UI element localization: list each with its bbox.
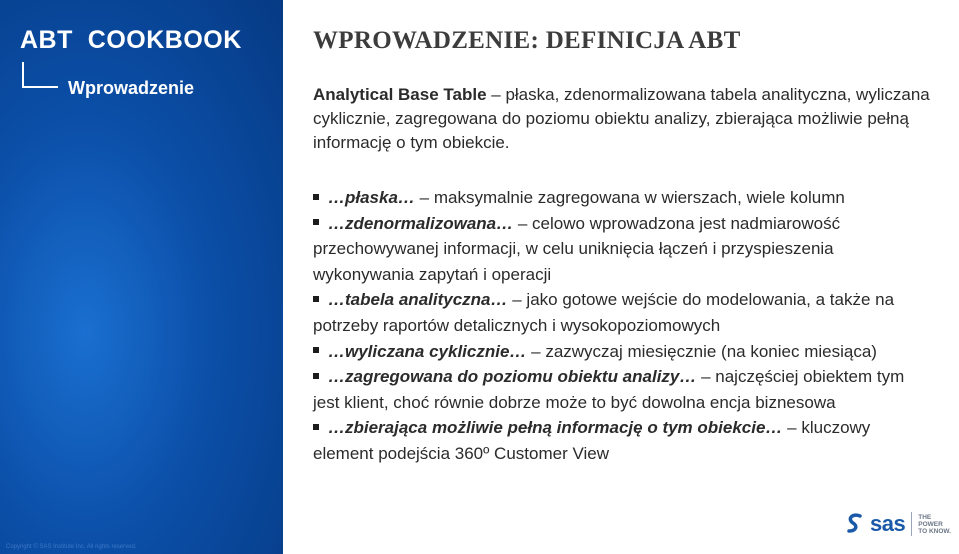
list-item [313, 287, 933, 338]
square-bullet-icon [313, 424, 319, 430]
tagline-line: POWER [918, 520, 943, 528]
intro-paragraph [313, 83, 933, 155]
logo-tagline [918, 514, 951, 535]
intro-term: Analytical Base Table [313, 85, 487, 104]
list-item [313, 211, 933, 288]
slide-title: WPROWADZENIE: DEFINICJA ABT [313, 27, 741, 54]
section-bracket [22, 62, 58, 88]
sidebar-title: ABT COOKBOOK [20, 26, 242, 54]
tagline-line: THE [918, 513, 932, 521]
bullet-text: – maksymalnie zagregowana w wierszach, wiele kolumn [414, 188, 845, 207]
list-item [313, 339, 933, 365]
bullet-keyword: …tabela analityczna… [328, 290, 508, 310]
sas-swirl-icon [846, 513, 864, 535]
bullet-keyword: …zagregowana do poziomu obiektu analizy… [328, 367, 697, 387]
list-item [313, 415, 933, 466]
bullet-text: – celowo wprowadzona jest nadmiarowość przechowywanej informacji, w celu uniknięcia łączeń i przyspieszenia wykonywania zapytań i operacji [313, 213, 841, 284]
square-bullet-icon [313, 194, 319, 200]
square-bullet-icon [313, 347, 319, 353]
list-item [313, 364, 933, 415]
bullet-text: – jako gotowe wejście do modelowania, a także na potrzeby raportów detalicznych i wysokopoziomowych [313, 290, 895, 335]
list-item [313, 185, 933, 211]
sidebar [0, 0, 283, 554]
sas-logo [846, 510, 951, 538]
bullet-keyword: …zdenormalizowana… [328, 213, 514, 233]
sas-wordmark: sas [870, 511, 906, 536]
bullet-keyword: …wyliczana cyklicznie… [328, 341, 527, 361]
logo-divider [911, 512, 912, 536]
square-bullet-icon [313, 296, 319, 302]
bullet-text: – kluczowy element podejścia 360º Customer View [313, 418, 871, 463]
bullet-keyword: …płaska… [328, 188, 415, 207]
bullet-text: – najczęściej obiektem tym jest klient, choć równie dobrze może to być dowolna encja biznesowa [313, 367, 905, 412]
bullet-keyword: …zbierająca możliwie pełną informację o tym obiekcie… [328, 418, 783, 438]
bullet-text: – zazwyczaj miesięcznie (na koniec miesiąca) [526, 341, 877, 361]
square-bullet-icon [313, 373, 319, 379]
sidebar-section-label: Wprowadzenie [68, 78, 195, 98]
square-bullet-icon [313, 219, 319, 225]
bullet-list [313, 185, 933, 467]
copyright-footer: Copyright © SAS Institute Inc. All rights reserved. [6, 544, 137, 550]
intro-text: – płaska, zdenormalizowana tabela analityczna, wyliczana cyklicznie, zagregowana do poziomu obiektu analizy, zbierająca możliwie pełną informację o tym obiekcie. [313, 85, 930, 152]
tagline-line: TO KNOW. [918, 527, 951, 535]
